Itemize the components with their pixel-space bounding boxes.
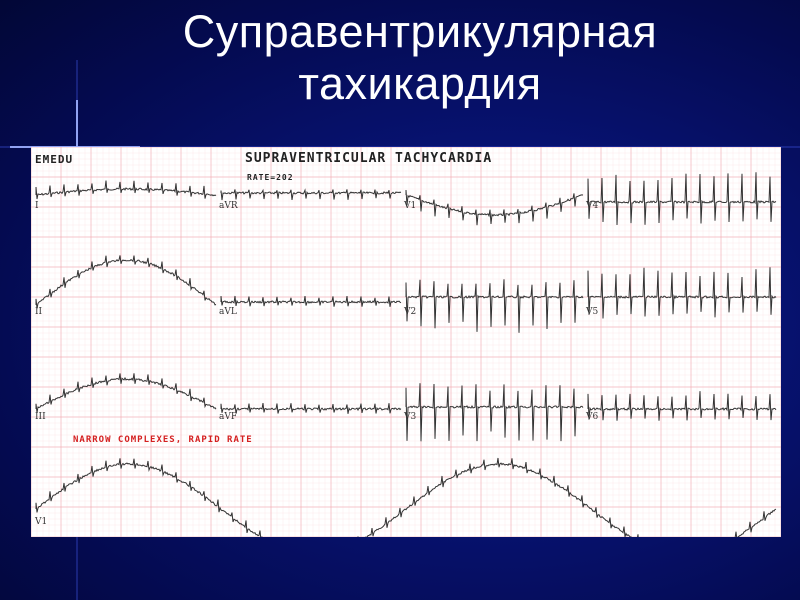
ecg-trace-V4	[588, 172, 776, 225]
ecg-rate-label: RATE=202	[247, 173, 294, 182]
lead-label-aVL: aVL	[219, 307, 237, 317]
ecg-trace-V6	[588, 391, 776, 421]
lead-label-V3: V3	[404, 412, 417, 422]
ecg-trace-aVF	[221, 403, 401, 414]
ecg-trace-V3	[406, 383, 583, 441]
lead-label-II: II	[35, 307, 43, 317]
title-line-2: тахикардия	[298, 58, 542, 109]
lead-label-aVF: aVF	[219, 412, 238, 422]
ecg-trace-aVL	[221, 296, 401, 307]
ecg-annotation: NARROW COMPLEXES, RAPID RATE	[73, 435, 253, 445]
ecg-source-label: EMEDU	[35, 153, 74, 166]
ecg-trace-V5	[588, 267, 776, 318]
ecg-trace-II	[36, 255, 216, 308]
ecg-trace-aVR	[221, 189, 401, 200]
ecg-trace-I	[36, 181, 216, 199]
lead-label-V6: V6	[586, 412, 599, 422]
lead-label-rhythm-V1: V1	[35, 517, 48, 527]
lead-label-aVR: aVR	[219, 201, 238, 211]
lead-label-V2: V2	[404, 307, 417, 317]
ecg-trace-V1	[406, 190, 583, 225]
lead-label-III: III	[35, 412, 46, 422]
ecg-trace-rhythm-V1	[36, 458, 776, 537]
lead-label-V4: V4	[586, 201, 599, 211]
title-line-1: Суправентрикулярная	[182, 6, 658, 57]
ecg-strip	[31, 147, 781, 537]
slide-title	[0, 6, 800, 110]
lead-label-V1: V1	[404, 201, 417, 211]
lead-label-V5: V5	[586, 307, 599, 317]
ecg-heading: SUPRAVENTRICULAR TACHYCARDIA	[245, 151, 493, 166]
lead-label-I: I	[35, 201, 39, 211]
ecg-trace-V2	[406, 279, 583, 333]
